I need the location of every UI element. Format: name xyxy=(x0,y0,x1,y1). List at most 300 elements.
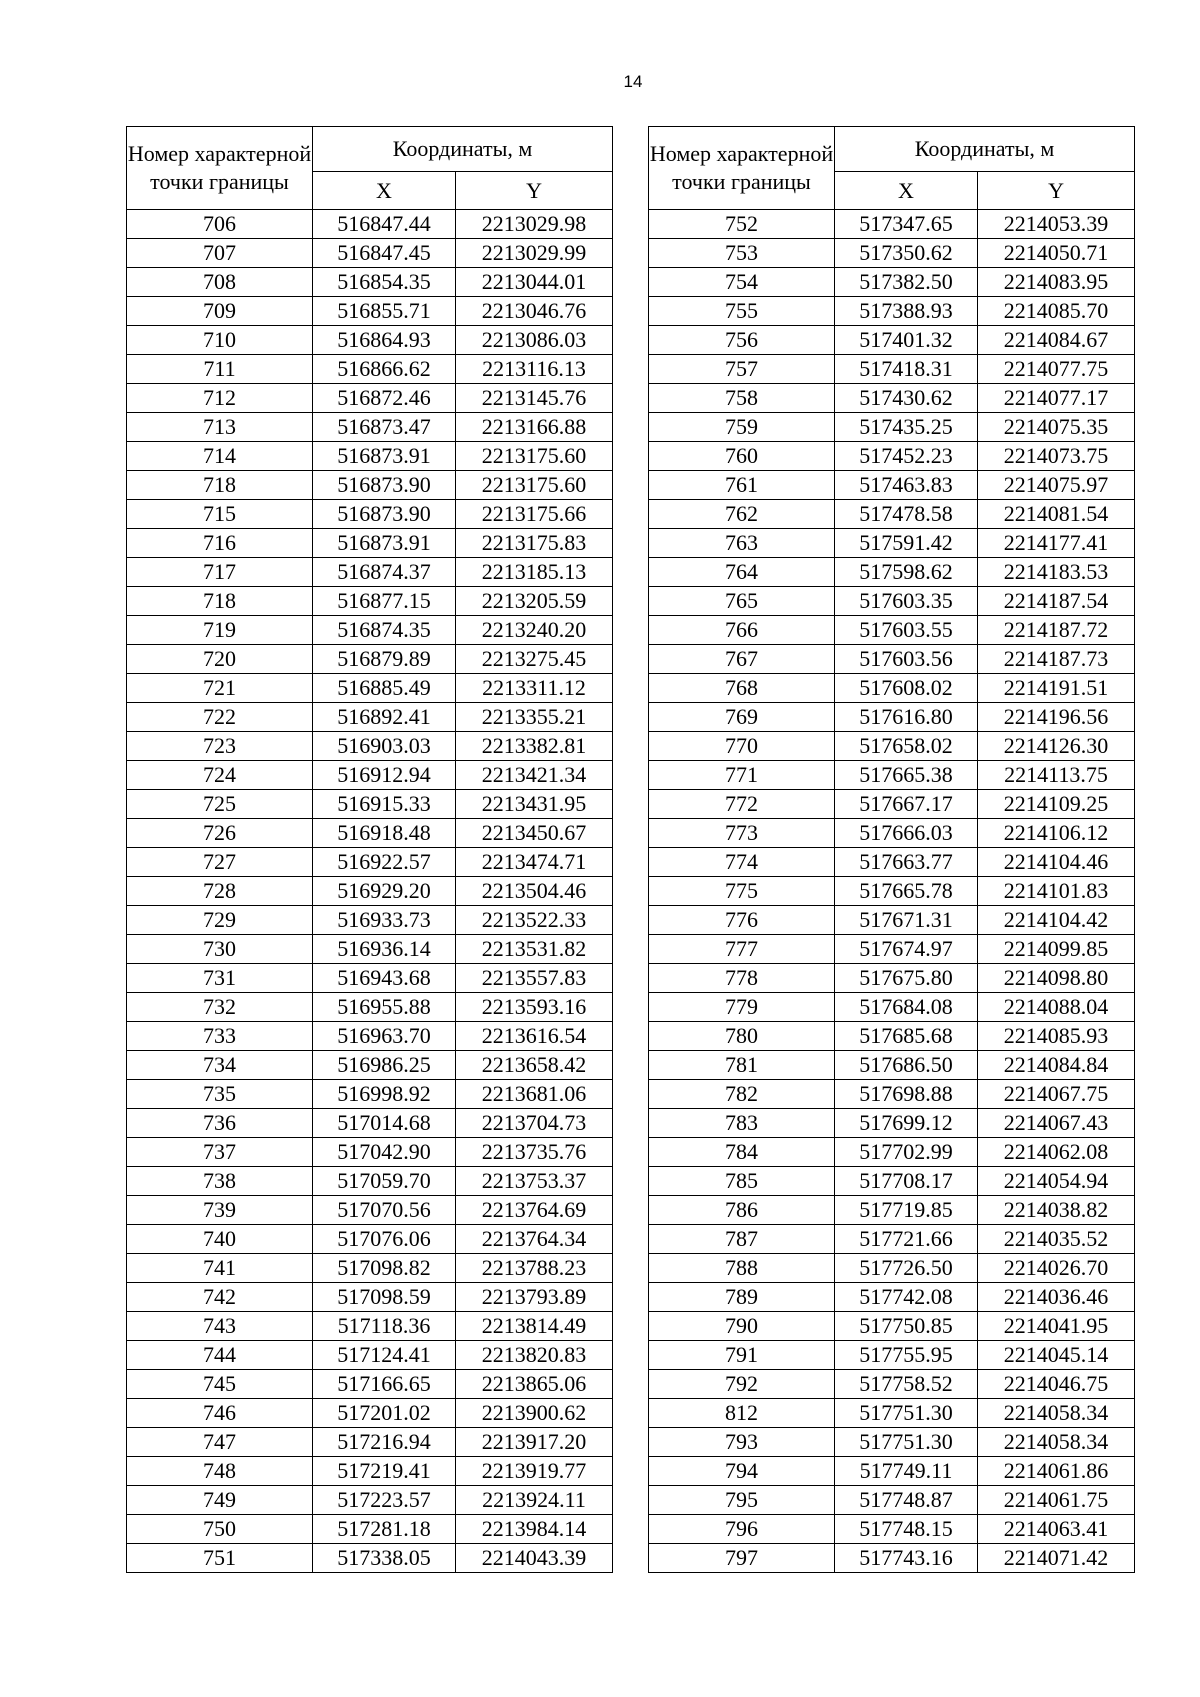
x-coordinate-cell: 517686.50 xyxy=(835,1051,978,1080)
y-coordinate-cell: 2214050.71 xyxy=(978,239,1135,268)
y-coordinate-cell: 2214187.73 xyxy=(978,645,1135,674)
y-coordinate-cell: 2214063.41 xyxy=(978,1515,1135,1544)
point-number-cell: 789 xyxy=(649,1283,835,1312)
y-coordinate-cell: 2214075.97 xyxy=(978,471,1135,500)
coordinates-table-left xyxy=(126,126,613,1573)
y-coordinate-cell: 2213616.54 xyxy=(456,1022,613,1051)
point-number-cell: 775 xyxy=(649,877,835,906)
x-coordinate-cell: 516933.73 xyxy=(313,906,456,935)
point-number-cell: 734 xyxy=(127,1051,313,1080)
table-row xyxy=(127,732,613,761)
point-number-cell: 774 xyxy=(649,848,835,877)
x-coordinate-cell: 517014.68 xyxy=(313,1109,456,1138)
point-number-cell: 752 xyxy=(649,210,835,239)
y-coordinate-cell: 2213793.89 xyxy=(456,1283,613,1312)
x-coordinate-cell: 517721.66 xyxy=(835,1225,978,1254)
x-coordinate-cell: 517665.78 xyxy=(835,877,978,906)
point-number-cell: 744 xyxy=(127,1341,313,1370)
y-coordinate-cell: 2214106.12 xyxy=(978,819,1135,848)
x-coordinate-cell: 517702.99 xyxy=(835,1138,978,1167)
y-coordinate-cell: 2214187.54 xyxy=(978,587,1135,616)
table-row xyxy=(127,906,613,935)
point-number-cell: 760 xyxy=(649,442,835,471)
table-row xyxy=(649,1428,1135,1457)
page-number: 14 xyxy=(623,72,643,91)
table-row xyxy=(649,326,1135,355)
table-row xyxy=(649,529,1135,558)
y-coordinate-cell: 2214196.56 xyxy=(978,703,1135,732)
point-number-cell: 741 xyxy=(127,1254,313,1283)
point-number-cell: 773 xyxy=(649,819,835,848)
point-number-cell: 772 xyxy=(649,790,835,819)
x-coordinate-cell: 517699.12 xyxy=(835,1109,978,1138)
x-coordinate-cell: 516855.71 xyxy=(313,297,456,326)
point-number-cell: 785 xyxy=(649,1167,835,1196)
coordinates-header: Координаты, м xyxy=(313,127,613,172)
x-coordinate-cell: 517674.97 xyxy=(835,935,978,964)
x-coordinate-cell: 517591.42 xyxy=(835,529,978,558)
table-body xyxy=(127,210,613,1573)
table-row xyxy=(127,1544,613,1573)
table-row xyxy=(649,1486,1135,1515)
point-number-cell: 753 xyxy=(649,239,835,268)
point-number-cell: 718 xyxy=(127,587,313,616)
table-row xyxy=(649,1051,1135,1080)
y-coordinate-cell: 2214088.04 xyxy=(978,993,1135,1022)
x-coordinate-cell: 517478.58 xyxy=(835,500,978,529)
x-coordinate-cell: 517663.77 xyxy=(835,848,978,877)
point-number-cell: 750 xyxy=(127,1515,313,1544)
y-coordinate-cell: 2213865.06 xyxy=(456,1370,613,1399)
point-number-cell: 786 xyxy=(649,1196,835,1225)
y-coordinate-cell: 2214061.86 xyxy=(978,1457,1135,1486)
x-coordinate-cell: 516854.35 xyxy=(313,268,456,297)
point-number-cell: 794 xyxy=(649,1457,835,1486)
table-row xyxy=(127,674,613,703)
point-number-cell: 718 xyxy=(127,471,313,500)
point-number-cell: 793 xyxy=(649,1428,835,1457)
x-coordinate-cell: 516955.88 xyxy=(313,993,456,1022)
table-row xyxy=(127,587,613,616)
table-row xyxy=(649,761,1135,790)
point-number-cell: 756 xyxy=(649,326,835,355)
x-header: X xyxy=(313,172,456,210)
y-coordinate-cell: 2214058.34 xyxy=(978,1399,1135,1428)
x-coordinate-cell: 516877.15 xyxy=(313,587,456,616)
table-row xyxy=(649,935,1135,964)
table-row xyxy=(649,732,1135,761)
point-number-cell: 721 xyxy=(127,674,313,703)
x-coordinate-cell: 517223.57 xyxy=(313,1486,456,1515)
x-coordinate-cell: 517667.17 xyxy=(835,790,978,819)
y-coordinate-cell: 2213924.11 xyxy=(456,1486,613,1515)
x-coordinate-cell: 516903.03 xyxy=(313,732,456,761)
y-coordinate-cell: 2214099.85 xyxy=(978,935,1135,964)
point-number-cell: 706 xyxy=(127,210,313,239)
y-coordinate-cell: 2213086.03 xyxy=(456,326,613,355)
y-coordinate-cell: 2213355.21 xyxy=(456,703,613,732)
x-coordinate-cell: 517666.03 xyxy=(835,819,978,848)
x-coordinate-cell: 517758.52 xyxy=(835,1370,978,1399)
point-number-cell: 780 xyxy=(649,1022,835,1051)
point-number-cell: 782 xyxy=(649,1080,835,1109)
point-number-cell: 783 xyxy=(649,1109,835,1138)
y-coordinate-cell: 2214043.39 xyxy=(456,1544,613,1573)
point-number-cell: 781 xyxy=(649,1051,835,1080)
x-coordinate-cell: 516915.33 xyxy=(313,790,456,819)
y-coordinate-cell: 2214084.84 xyxy=(978,1051,1135,1080)
x-coordinate-cell: 516998.92 xyxy=(313,1080,456,1109)
point-number-cell: 709 xyxy=(127,297,313,326)
table-row xyxy=(127,384,613,413)
y-coordinate-cell: 2213145.76 xyxy=(456,384,613,413)
point-number-cell: 766 xyxy=(649,616,835,645)
point-number-cell: 719 xyxy=(127,616,313,645)
table-row xyxy=(127,442,613,471)
x-coordinate-cell: 517708.17 xyxy=(835,1167,978,1196)
table-row xyxy=(649,1022,1135,1051)
point-number-cell: 742 xyxy=(127,1283,313,1312)
point-number-cell: 707 xyxy=(127,239,313,268)
point-number-cell: 717 xyxy=(127,558,313,587)
x-coordinate-cell: 517042.90 xyxy=(313,1138,456,1167)
x-coordinate-cell: 517719.85 xyxy=(835,1196,978,1225)
y-coordinate-cell: 2214177.41 xyxy=(978,529,1135,558)
x-coordinate-cell: 517658.02 xyxy=(835,732,978,761)
table-row xyxy=(649,674,1135,703)
y-coordinate-cell: 2213311.12 xyxy=(456,674,613,703)
table-row xyxy=(127,529,613,558)
y-coordinate-cell: 2213185.13 xyxy=(456,558,613,587)
table-row xyxy=(649,1080,1135,1109)
table-row xyxy=(127,1341,613,1370)
x-coordinate-cell: 517742.08 xyxy=(835,1283,978,1312)
y-coordinate-cell: 2213029.99 xyxy=(456,239,613,268)
table-row xyxy=(649,703,1135,732)
x-coordinate-cell: 516847.44 xyxy=(313,210,456,239)
table-row xyxy=(649,1544,1135,1573)
table-row xyxy=(127,413,613,442)
table-row xyxy=(127,935,613,964)
table-row xyxy=(649,500,1135,529)
x-coordinate-cell: 517166.65 xyxy=(313,1370,456,1399)
table-row xyxy=(649,442,1135,471)
table-row xyxy=(649,413,1135,442)
point-number-cell: 758 xyxy=(649,384,835,413)
table-row xyxy=(649,790,1135,819)
table-row xyxy=(127,326,613,355)
point-number-cell: 722 xyxy=(127,703,313,732)
point-number-cell: 765 xyxy=(649,587,835,616)
y-coordinate-cell: 2214067.75 xyxy=(978,1080,1135,1109)
table-row xyxy=(127,645,613,674)
table-row xyxy=(649,964,1135,993)
y-coordinate-cell: 2213431.95 xyxy=(456,790,613,819)
y-coordinate-cell: 2213046.76 xyxy=(456,297,613,326)
x-coordinate-cell: 516918.48 xyxy=(313,819,456,848)
x-coordinate-cell: 516873.90 xyxy=(313,500,456,529)
table-row xyxy=(127,1109,613,1138)
x-coordinate-cell: 516892.41 xyxy=(313,703,456,732)
point-number-cell: 724 xyxy=(127,761,313,790)
y-coordinate-cell: 2214077.75 xyxy=(978,355,1135,384)
x-coordinate-cell: 516879.89 xyxy=(313,645,456,674)
x-coordinate-cell: 517603.55 xyxy=(835,616,978,645)
y-coordinate-cell: 2213788.23 xyxy=(456,1254,613,1283)
y-coordinate-cell: 2213240.20 xyxy=(456,616,613,645)
point-number-cell: 714 xyxy=(127,442,313,471)
coordinates-header: Координаты, м xyxy=(835,127,1135,172)
y-coordinate-cell: 2214085.70 xyxy=(978,297,1135,326)
table-row xyxy=(649,1370,1135,1399)
point-number-cell: 787 xyxy=(649,1225,835,1254)
point-number-cell: 812 xyxy=(649,1399,835,1428)
x-coordinate-cell: 517665.38 xyxy=(835,761,978,790)
y-coordinate-cell: 2213764.69 xyxy=(456,1196,613,1225)
point-number-cell: 728 xyxy=(127,877,313,906)
x-coordinate-cell: 516943.68 xyxy=(313,964,456,993)
y-coordinate-cell: 2214187.72 xyxy=(978,616,1135,645)
y-coordinate-cell: 2214183.53 xyxy=(978,558,1135,587)
x-coordinate-cell: 516885.49 xyxy=(313,674,456,703)
table-row xyxy=(127,616,613,645)
y-coordinate-cell: 2213917.20 xyxy=(456,1428,613,1457)
point-number-cell: 779 xyxy=(649,993,835,1022)
y-coordinate-cell: 2213175.60 xyxy=(456,442,613,471)
x-coordinate-cell: 517608.02 xyxy=(835,674,978,703)
x-coordinate-cell: 517755.95 xyxy=(835,1341,978,1370)
table-row xyxy=(649,616,1135,645)
y-coordinate-cell: 2214038.82 xyxy=(978,1196,1135,1225)
x-coordinate-cell: 517749.11 xyxy=(835,1457,978,1486)
y-coordinate-cell: 2213735.76 xyxy=(456,1138,613,1167)
table-row xyxy=(127,1486,613,1515)
y-coordinate-cell: 2214191.51 xyxy=(978,674,1135,703)
table-row xyxy=(127,239,613,268)
y-coordinate-cell: 2213658.42 xyxy=(456,1051,613,1080)
point-number-cell: 727 xyxy=(127,848,313,877)
y-coordinate-cell: 2214035.52 xyxy=(978,1225,1135,1254)
y-coordinate-cell: 2213531.82 xyxy=(456,935,613,964)
point-number-cell: 791 xyxy=(649,1341,835,1370)
y-coordinate-cell: 2214113.75 xyxy=(978,761,1135,790)
table-row xyxy=(127,993,613,1022)
table-row xyxy=(127,1167,613,1196)
point-number-cell: 762 xyxy=(649,500,835,529)
y-coordinate-cell: 2213504.46 xyxy=(456,877,613,906)
y-coordinate-cell: 2214104.42 xyxy=(978,906,1135,935)
point-number-cell: 796 xyxy=(649,1515,835,1544)
x-coordinate-cell: 517347.65 xyxy=(835,210,978,239)
point-number-cell: 731 xyxy=(127,964,313,993)
x-coordinate-cell: 517059.70 xyxy=(313,1167,456,1196)
point-number-cell: 778 xyxy=(649,964,835,993)
x-coordinate-cell: 516874.37 xyxy=(313,558,456,587)
table-row xyxy=(127,500,613,529)
x-coordinate-cell: 517281.18 xyxy=(313,1515,456,1544)
x-coordinate-cell: 517076.06 xyxy=(313,1225,456,1254)
x-coordinate-cell: 517675.80 xyxy=(835,964,978,993)
x-coordinate-cell: 517219.41 xyxy=(313,1457,456,1486)
table-row xyxy=(127,1283,613,1312)
x-coordinate-cell: 517726.50 xyxy=(835,1254,978,1283)
y-coordinate-cell: 2214073.75 xyxy=(978,442,1135,471)
x-coordinate-cell: 517751.30 xyxy=(835,1399,978,1428)
y-coordinate-cell: 2214109.25 xyxy=(978,790,1135,819)
point-number-cell: 763 xyxy=(649,529,835,558)
table-row xyxy=(649,1457,1135,1486)
x-coordinate-cell: 516874.35 xyxy=(313,616,456,645)
y-coordinate-cell: 2213175.60 xyxy=(456,471,613,500)
table-row xyxy=(127,761,613,790)
table-row xyxy=(649,355,1135,384)
x-coordinate-cell: 516963.70 xyxy=(313,1022,456,1051)
point-number-cell: 720 xyxy=(127,645,313,674)
point-number-cell: 726 xyxy=(127,819,313,848)
table-row xyxy=(649,1341,1135,1370)
point-number-cell: 732 xyxy=(127,993,313,1022)
point-number-cell: 740 xyxy=(127,1225,313,1254)
y-coordinate-cell: 2213382.81 xyxy=(456,732,613,761)
table-row xyxy=(127,471,613,500)
table-row xyxy=(127,1080,613,1109)
table-row xyxy=(127,877,613,906)
x-coordinate-cell: 516912.94 xyxy=(313,761,456,790)
x-coordinate-cell: 517748.15 xyxy=(835,1515,978,1544)
point-number-cell: 755 xyxy=(649,297,835,326)
point-number-cell: 711 xyxy=(127,355,313,384)
x-coordinate-cell: 516936.14 xyxy=(313,935,456,964)
point-number-cell: 739 xyxy=(127,1196,313,1225)
point-number-cell: 795 xyxy=(649,1486,835,1515)
x-coordinate-cell: 517124.41 xyxy=(313,1341,456,1370)
y-coordinate-cell: 2214083.95 xyxy=(978,268,1135,297)
x-coordinate-cell: 517603.35 xyxy=(835,587,978,616)
table-row xyxy=(127,848,613,877)
table-row xyxy=(649,1109,1135,1138)
point-number-cell: 738 xyxy=(127,1167,313,1196)
x-coordinate-cell: 517671.31 xyxy=(835,906,978,935)
table-row xyxy=(649,1225,1135,1254)
y-coordinate-cell: 2213116.13 xyxy=(456,355,613,384)
x-coordinate-cell: 517750.85 xyxy=(835,1312,978,1341)
y-coordinate-cell: 2213704.73 xyxy=(456,1109,613,1138)
x-coordinate-cell: 517070.56 xyxy=(313,1196,456,1225)
point-number-cell: 749 xyxy=(127,1486,313,1515)
y-coordinate-cell: 2213421.34 xyxy=(456,761,613,790)
table-row xyxy=(127,1138,613,1167)
y-coordinate-cell: 2214104.46 xyxy=(978,848,1135,877)
point-number-cell: 729 xyxy=(127,906,313,935)
y-coordinate-cell: 2214101.83 xyxy=(978,877,1135,906)
point-number-cell: 754 xyxy=(649,268,835,297)
point-number-cell: 737 xyxy=(127,1138,313,1167)
x-coordinate-cell: 516864.93 xyxy=(313,326,456,355)
x-coordinate-cell: 517350.62 xyxy=(835,239,978,268)
y-coordinate-cell: 2213753.37 xyxy=(456,1167,613,1196)
y-coordinate-cell: 2214075.35 xyxy=(978,413,1135,442)
y-header: Y xyxy=(456,172,613,210)
x-coordinate-cell: 517751.30 xyxy=(835,1428,978,1457)
y-coordinate-cell: 2213175.66 xyxy=(456,500,613,529)
point-number-cell: 784 xyxy=(649,1138,835,1167)
table-row xyxy=(127,1312,613,1341)
point-number-cell: 757 xyxy=(649,355,835,384)
y-coordinate-cell: 2213900.62 xyxy=(456,1399,613,1428)
point-number-cell: 746 xyxy=(127,1399,313,1428)
table-row xyxy=(649,1254,1135,1283)
x-coordinate-cell: 517435.25 xyxy=(835,413,978,442)
x-coordinate-cell: 517216.94 xyxy=(313,1428,456,1457)
y-coordinate-cell: 2213681.06 xyxy=(456,1080,613,1109)
table-row xyxy=(127,1428,613,1457)
table-row xyxy=(649,819,1135,848)
point-number-cell: 708 xyxy=(127,268,313,297)
table-row xyxy=(127,790,613,819)
x-coordinate-cell: 516866.62 xyxy=(313,355,456,384)
x-coordinate-cell: 517452.23 xyxy=(835,442,978,471)
point-number-cell: 776 xyxy=(649,906,835,935)
x-header: X xyxy=(835,172,978,210)
table-row xyxy=(649,210,1135,239)
point-number-cell: 788 xyxy=(649,1254,835,1283)
y-coordinate-cell: 2213474.71 xyxy=(456,848,613,877)
table-row xyxy=(127,1254,613,1283)
x-coordinate-cell: 517616.80 xyxy=(835,703,978,732)
point-number-cell: 761 xyxy=(649,471,835,500)
point-number-cell: 716 xyxy=(127,529,313,558)
y-coordinate-cell: 2214077.17 xyxy=(978,384,1135,413)
point-number-cell: 747 xyxy=(127,1428,313,1457)
y-coordinate-cell: 2213814.49 xyxy=(456,1312,613,1341)
table-row xyxy=(649,877,1135,906)
y-coordinate-cell: 2213044.01 xyxy=(456,268,613,297)
y-coordinate-cell: 2213166.88 xyxy=(456,413,613,442)
point-number-cell: 730 xyxy=(127,935,313,964)
y-coordinate-cell: 2214036.46 xyxy=(978,1283,1135,1312)
y-coordinate-cell: 2214053.39 xyxy=(978,210,1135,239)
coordinates-table-right xyxy=(648,126,1135,1573)
y-coordinate-cell: 2213764.34 xyxy=(456,1225,613,1254)
point-number-cell: 735 xyxy=(127,1080,313,1109)
y-coordinate-cell: 2213919.77 xyxy=(456,1457,613,1486)
point-number-cell: 736 xyxy=(127,1109,313,1138)
y-coordinate-cell: 2214026.70 xyxy=(978,1254,1135,1283)
table-row xyxy=(127,558,613,587)
y-coordinate-cell: 2213275.45 xyxy=(456,645,613,674)
x-coordinate-cell: 517748.87 xyxy=(835,1486,978,1515)
point-number-cell: 769 xyxy=(649,703,835,732)
table-row xyxy=(127,964,613,993)
point-number-cell: 768 xyxy=(649,674,835,703)
x-coordinate-cell: 517698.88 xyxy=(835,1080,978,1109)
table-row xyxy=(127,268,613,297)
y-coordinate-cell: 2213450.67 xyxy=(456,819,613,848)
x-coordinate-cell: 516872.46 xyxy=(313,384,456,413)
table-row xyxy=(649,558,1135,587)
table-row xyxy=(127,819,613,848)
table-row xyxy=(649,384,1135,413)
point-number-cell: 767 xyxy=(649,645,835,674)
y-coordinate-cell: 2214062.08 xyxy=(978,1138,1135,1167)
y-coordinate-cell: 2214084.67 xyxy=(978,326,1135,355)
y-coordinate-cell: 2213175.83 xyxy=(456,529,613,558)
table-row xyxy=(649,297,1135,326)
table-row xyxy=(649,1283,1135,1312)
table-row xyxy=(649,848,1135,877)
y-coordinate-cell: 2214126.30 xyxy=(978,732,1135,761)
y-coordinate-cell: 2214085.93 xyxy=(978,1022,1135,1051)
